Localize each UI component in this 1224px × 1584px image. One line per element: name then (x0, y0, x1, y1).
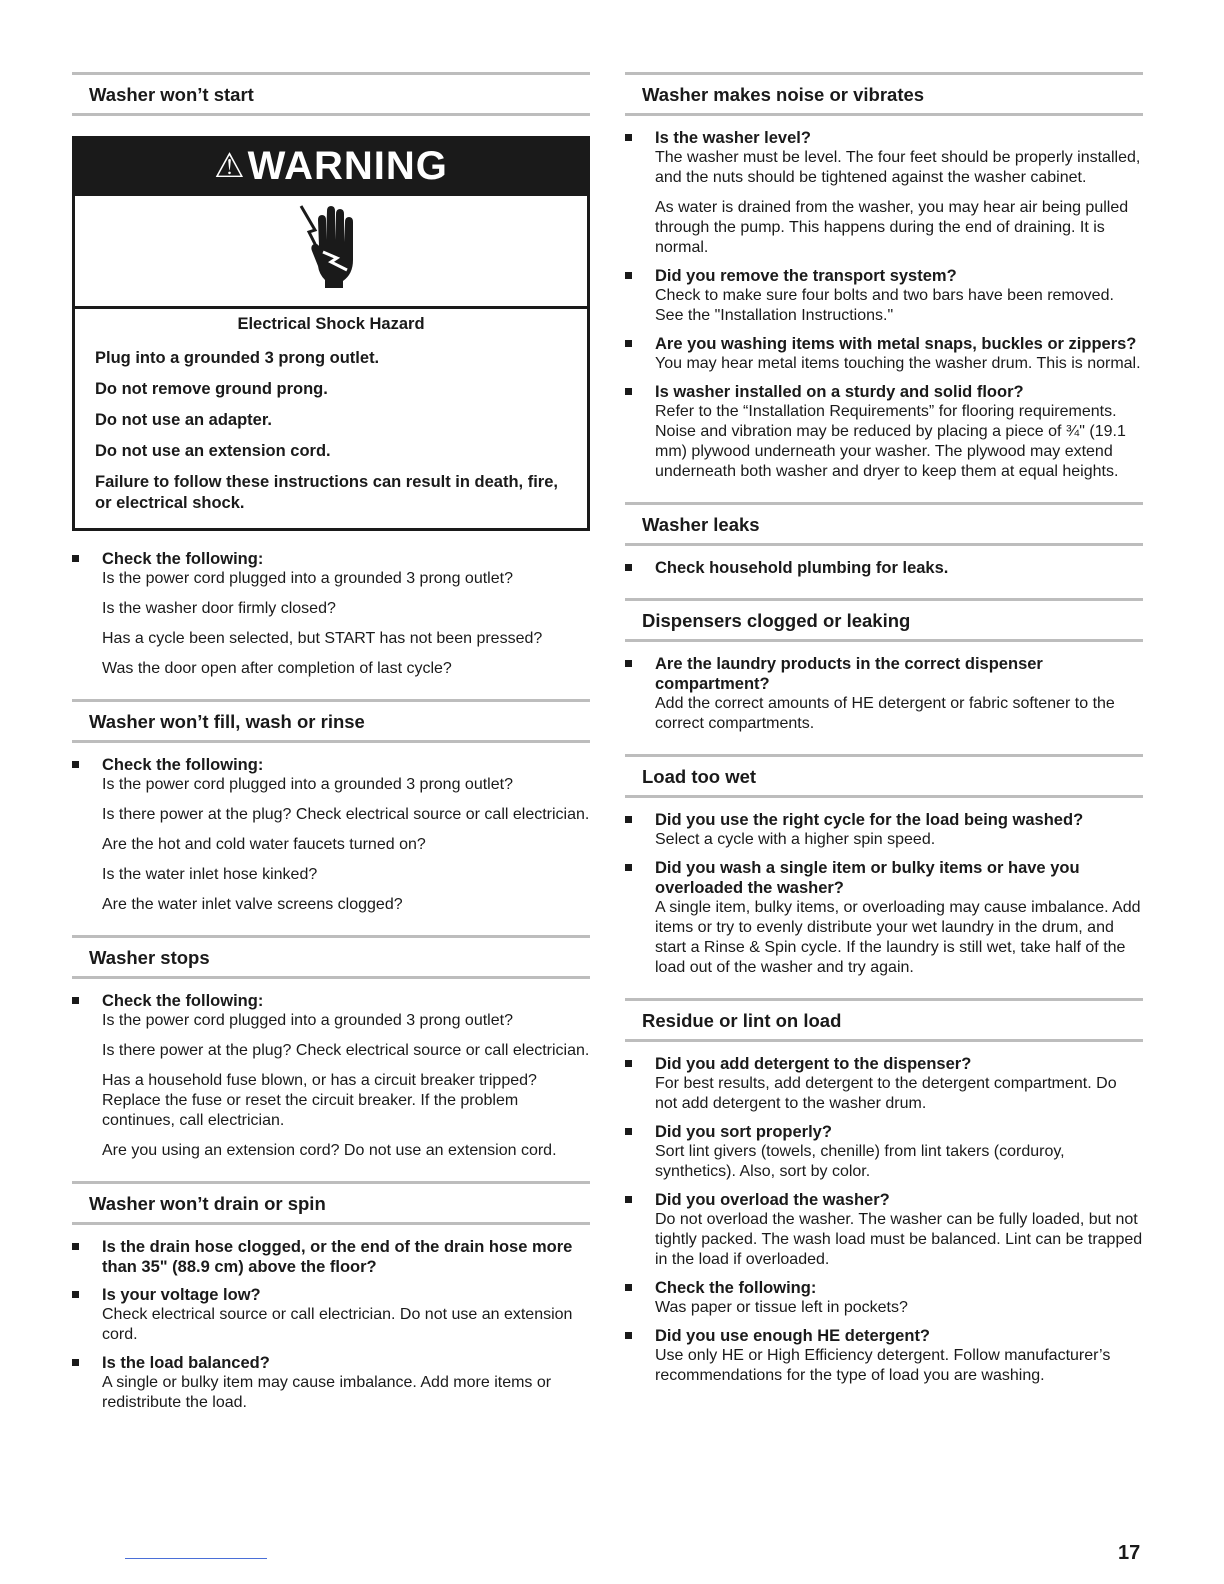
section-heading: Residue or lint on load (625, 998, 1143, 1042)
bullet-item (625, 1054, 1143, 1114)
bullet-question: Check the following: (102, 756, 264, 774)
bullet-question: Check the following: (102, 992, 264, 1010)
bullet-square-icon (625, 660, 632, 667)
bullet-question: Is your voltage low? (102, 1286, 261, 1304)
bullet-square-icon (72, 1359, 79, 1366)
bullet-text: Was paper or tissue left in pockets? (655, 1299, 908, 1316)
section-heading: Washer makes noise or vibrates (625, 72, 1143, 116)
bullet-item (625, 1326, 1143, 1386)
bullet-item (72, 549, 590, 679)
bullet-question: Did you add detergent to the dispenser? (655, 1055, 972, 1073)
bullet-square-icon (625, 340, 632, 347)
warning-title: Electrical Shock Hazard (237, 315, 425, 333)
bullet-question: Is washer installed on a sturdy and solid floor? (655, 383, 1024, 401)
bullet-text: Do not overload the washer. The washer can be fully loaded, but not tightly packed. The wash load must be balanced. Lint can be trapped in the load if overloaded. (655, 1211, 1143, 1268)
bullet-square-icon (72, 1291, 79, 1298)
bullet-item (72, 991, 590, 1161)
warning-triangle-icon: ⚠ (214, 147, 246, 185)
bullet-text: Add the correct amounts of HE detergent or fabric softener to the correct compartments. (655, 695, 1115, 732)
warning-line: Do not use an extension cord. (95, 442, 331, 460)
bullet-item (625, 1278, 1143, 1318)
section-heading: Washer won’t drain or spin (72, 1181, 590, 1225)
bullet-question: Did you overload the washer? (655, 1191, 890, 1209)
bullet-square-icon (625, 272, 632, 279)
bullet-square-icon (625, 134, 632, 141)
warning-line: Do not use an adapter. (95, 411, 272, 429)
bullet-square-icon (625, 816, 632, 823)
bullet-item (72, 755, 590, 915)
bullet-question: Are you washing items with metal snaps, buckles or zippers? (655, 335, 1137, 353)
bullet-item (625, 654, 1143, 734)
bullet-text: Sort lint givers (towels, chenille) from lint takers (corduroy, synthetics). Also, sort by color. (655, 1143, 1065, 1180)
bullet-text: Is there power at the plug? Check electrical source or call electrician. (102, 806, 590, 823)
bullet-item (72, 1237, 590, 1277)
bullet-text: Select a cycle with a higher spin speed. (655, 831, 936, 848)
bullet-text: Is the power cord plugged into a grounded 3 prong outlet? (102, 570, 513, 587)
bullet-square-icon (72, 997, 79, 1004)
bullet-text: Refer to the “Installation Requirements” for flooring requirements. Noise and vibration may be reduced by placing a piece of ¾" (19.1 mm) plywood underneath your washer. The plywood may extend underneath both washer and dryer to keep them at equal heights. (655, 403, 1126, 480)
section-heading: Load too wet (625, 754, 1143, 798)
bullet-square-icon (625, 1196, 632, 1203)
warning-body (75, 309, 587, 528)
bullet-question: Did you use the right cycle for the load being washed? (655, 811, 1084, 829)
bullet-square-icon (625, 388, 632, 395)
section-heading: Washer stops (72, 935, 590, 979)
bullet-text: A single item, bulky items, or overloading may cause imbalance. Add items or try to evenly distribute your wet laundry in the drum, and start a Rinse & Spin cycle. If the laundry is still wet, take half of the load out of the washer and try again. (655, 899, 1141, 976)
bullet-question: Check household plumbing for leaks. (655, 559, 949, 577)
bullet-text: Was the door open after completion of last cycle? (102, 660, 452, 677)
section-heading: Washer won’t start (72, 72, 590, 116)
section-heading: Dispensers clogged or leaking (625, 598, 1143, 642)
bullet-text: Has a cycle been selected, but START has not been pressed? (102, 630, 543, 647)
bullet-text: Is the washer door firmly closed? (102, 600, 336, 617)
bullet-item (625, 1122, 1143, 1182)
bullet-text: The washer must be level. The four feet should be properly installed, and the nuts should be tightened against the washer cabinet. (655, 149, 1141, 186)
warning-header (75, 139, 587, 196)
bullet-square-icon (625, 864, 632, 871)
bullet-question: Are the laundry products in the correct dispenser compartment? (655, 655, 1043, 693)
bullet-question: Did you use enough HE detergent? (655, 1327, 931, 1345)
section-heading: Washer leaks (625, 502, 1143, 546)
bullet-text: Is the water inlet hose kinked? (102, 866, 318, 883)
bullet-square-icon (72, 1243, 79, 1250)
bullet-square-icon (625, 1060, 632, 1067)
bullet-text: Use only HE or High Efficiency detergent. Follow manufacturer’s recommendations for the type of load you are washing. (655, 1347, 1111, 1384)
bullet-item (625, 858, 1143, 978)
page-number: 17 (1118, 1542, 1141, 1564)
warning-line: Failure to follow these instructions can result in death, fire, or electrical shock. (95, 473, 558, 512)
bullet-question: Did you remove the transport system? (655, 267, 957, 285)
bullet-item (625, 128, 1143, 258)
bullet-square-icon (625, 1284, 632, 1291)
bullet-square-icon (72, 555, 79, 562)
bullet-square-icon (625, 564, 632, 571)
bullet-text: As water is drained from the washer, you may hear air being pulled through the pump. This happens during the end of draining. It is normal. (655, 199, 1129, 256)
bullet-question: Is the drain hose clogged, or the end of the drain hose more than 35" (88.9 cm) above the floor? (102, 1238, 573, 1276)
bullet-text: Is the power cord plugged into a grounded 3 prong outlet? (102, 776, 513, 793)
bullet-item (625, 810, 1143, 850)
bullet-text: A single or bulky item may cause imbalance. Add more items or redistribute the load. (102, 1374, 552, 1411)
bullet-text: For best results, add detergent to the detergent compartment. Do not add detergent to the washer drum. (655, 1075, 1117, 1112)
electrical-shock-hand-icon (75, 196, 587, 309)
bullet-item (625, 382, 1143, 482)
right-column (625, 72, 1143, 1394)
bullet-question: Check the following: (655, 1279, 817, 1297)
bullet-text: Check electrical source or call electrician. Do not use an extension cord. (102, 1306, 573, 1343)
bullet-text: Is the power cord plugged into a grounded 3 prong outlet? (102, 1012, 513, 1029)
bullet-question: Is the washer level? (655, 129, 811, 147)
bullet-item (72, 1353, 590, 1413)
bullet-question: Did you sort properly? (655, 1123, 832, 1141)
bullet-item (625, 334, 1143, 374)
bullet-text: You may hear metal items touching the washer drum. This is normal. (655, 355, 1141, 372)
bullet-item (625, 266, 1143, 326)
warning-box (72, 136, 590, 531)
bullet-question: Check the following: (102, 550, 264, 568)
bullet-item (625, 558, 1143, 578)
bullet-question: Is the load balanced? (102, 1354, 270, 1372)
footer-divider (125, 1558, 267, 1559)
bullet-item (625, 1190, 1143, 1270)
bullet-item (72, 1285, 590, 1345)
bullet-square-icon (625, 1332, 632, 1339)
warning-line: Do not remove ground prong. (95, 380, 328, 398)
left-column (72, 72, 590, 1421)
bullet-text: Are the water inlet valve screens clogged? (102, 896, 403, 913)
bullet-text: Check to make sure four bolts and two bars have been removed. See the "Installation Instructions." (655, 287, 1114, 324)
bullet-square-icon (72, 761, 79, 768)
warning-header-text: WARNING (247, 144, 448, 188)
bullet-text: Has a household fuse blown, or has a circuit breaker tripped? Replace the fuse or reset the circuit breaker. If the problem continues, call electrician. (102, 1072, 537, 1129)
bullet-square-icon (625, 1128, 632, 1135)
bullet-text: Are you using an extension cord? Do not use an extension cord. (102, 1142, 557, 1159)
bullet-question: Did you wash a single item or bulky items or have you overloaded the washer? (655, 859, 1080, 897)
warning-line: Plug into a grounded 3 prong outlet. (95, 349, 380, 367)
bullet-text: Are the hot and cold water faucets turned on? (102, 836, 426, 853)
bullet-text: Is there power at the plug? Check electrical source or call electrician. (102, 1042, 590, 1059)
section-heading: Washer won’t fill, wash or rinse (72, 699, 590, 743)
